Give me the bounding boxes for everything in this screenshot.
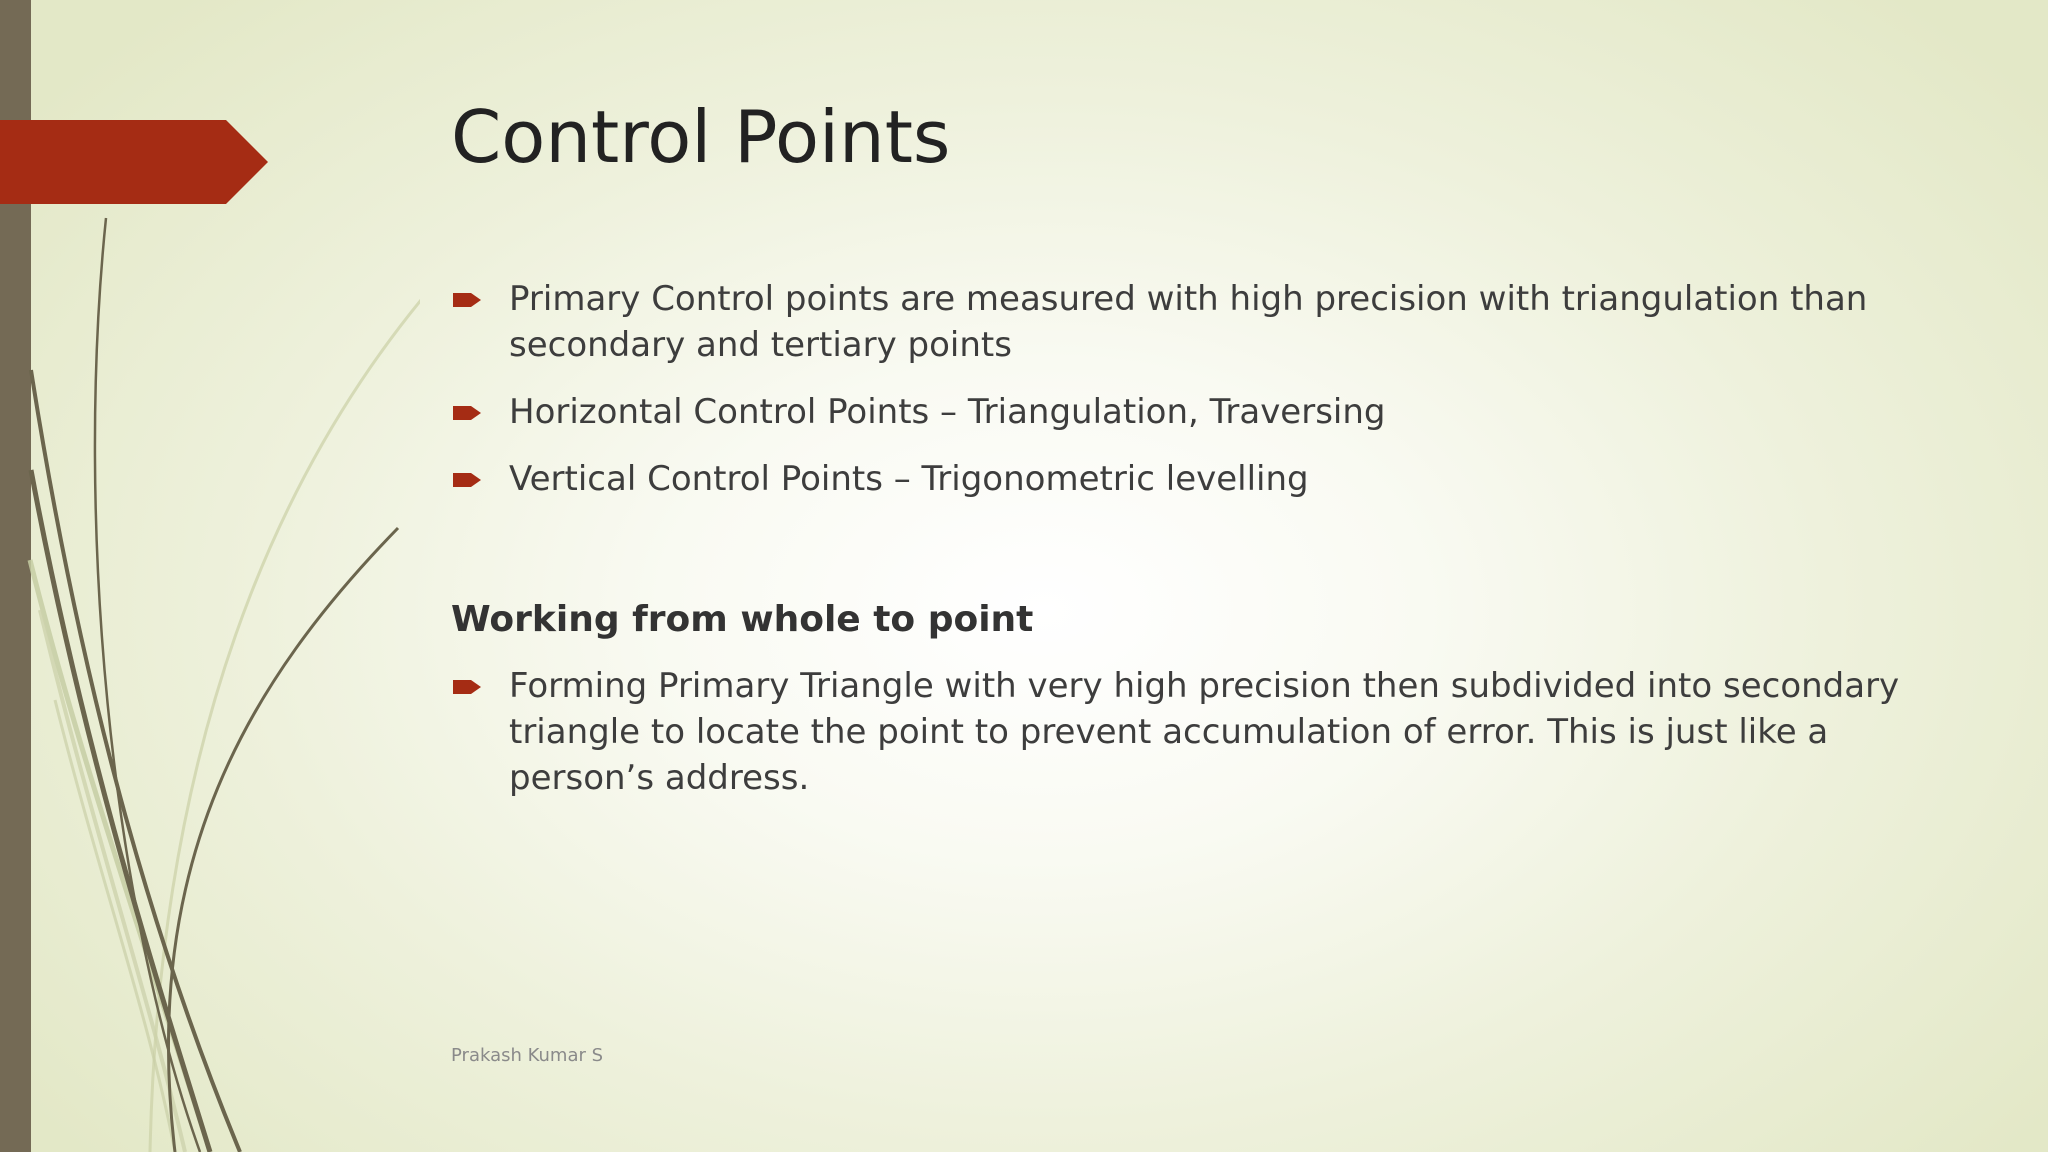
title-arrow-banner (0, 0, 280, 220)
section-subheading: Working from whole to point (451, 599, 1034, 640)
bullet-item (451, 276, 1911, 368)
bullet-text: Primary Control points are measured with high precision with triangulation than secondary and tertiary points (509, 279, 1868, 365)
arrow-bullet-icon (453, 473, 481, 487)
bullet-list-main (451, 276, 1911, 502)
bullet-item (451, 663, 1911, 801)
bullet-item (451, 456, 1911, 502)
bullet-list-secondary (451, 663, 1911, 801)
bullet-text: Vertical Control Points – Trigonometric levelling (509, 459, 1309, 499)
bullet-item (451, 389, 1911, 435)
arrow-bullet-icon (453, 406, 481, 420)
slide-title: Control Points (451, 95, 951, 179)
slide-footer: Prakash Kumar S (451, 1045, 604, 1066)
bullet-text: Horizontal Control Points – Triangulation, Traversing (509, 392, 1386, 432)
arrow-bullet-icon (453, 293, 481, 307)
arrow-bullet-icon (453, 680, 481, 694)
slide-body (451, 276, 1911, 822)
bullet-text: Forming Primary Triangle with very high precision then subdivided into secondary triangle to locate the point to prevent accumulation of error. This is just like a person’s address. (509, 666, 1900, 798)
